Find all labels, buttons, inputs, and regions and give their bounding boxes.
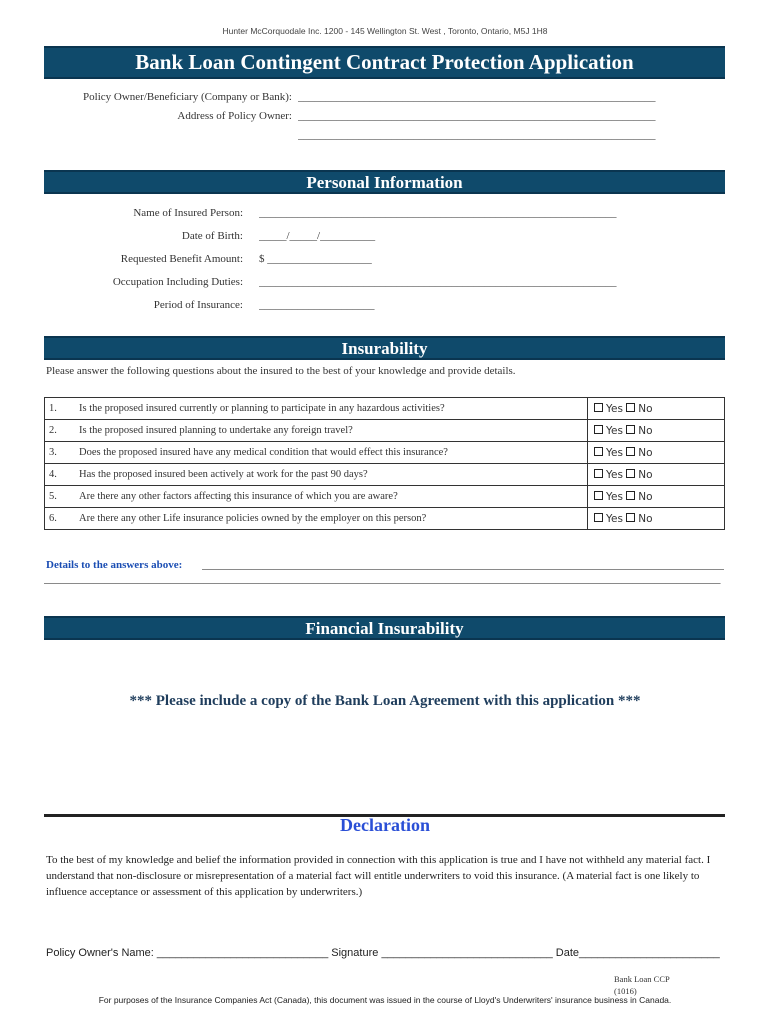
insurability-intro: Please answer the following questions about the insured to the best of your knowledge and provide details.	[46, 365, 516, 377]
signature-field[interactable]: ____________________________	[381, 947, 553, 959]
no-label: No	[638, 490, 653, 503]
question-number: 3.	[45, 442, 76, 464]
policy-owner-address-field[interactable]: _________________________________________________________________	[298, 110, 656, 122]
details-label: Details to the answers above:	[46, 559, 183, 571]
period-of-insurance-field[interactable]: _____________________	[259, 299, 375, 311]
legal-footer: For purposes of the Insurance Companies Act (Canada), this document was issued in the course of Lloyd's Underwriters' insurance business in Canada.	[98, 995, 672, 1005]
question-row	[45, 486, 725, 508]
yes-label: Yes	[606, 512, 623, 525]
yes-no-options	[588, 486, 725, 508]
benefit-amount-label: Requested Benefit Amount:	[120, 253, 243, 265]
question-row	[45, 420, 725, 442]
date-of-birth-field[interactable]: _____/_____/__________	[259, 230, 376, 242]
yes-label: Yes	[606, 402, 623, 415]
insured-name-label: Name of Insured Person:	[133, 207, 243, 219]
yes-no-options	[588, 442, 725, 464]
question-number: 6.	[45, 508, 76, 530]
signature-label: Signature	[331, 947, 379, 959]
question-row	[45, 508, 725, 530]
question-row	[45, 398, 725, 420]
date-of-birth-label: Date of Birth:	[181, 230, 243, 242]
personal-information-heading: Personal Information	[44, 170, 725, 194]
question-text: Is the proposed insured planning to undertake any foreign travel?	[75, 420, 588, 442]
policy-owner-label: Policy Owner/Beneficiary (Company or Bank):	[83, 91, 292, 103]
no-checkbox[interactable]	[626, 403, 635, 412]
no-label: No	[638, 424, 653, 437]
no-checkbox[interactable]	[626, 447, 635, 456]
yes-checkbox[interactable]	[594, 425, 603, 434]
question-number: 5.	[45, 486, 76, 508]
yes-label: Yes	[606, 424, 623, 437]
yes-no-options	[588, 508, 725, 530]
yes-checkbox[interactable]	[594, 513, 603, 522]
company-address: Hunter McCorquodale Inc. 1200 - 145 Wellington St. West , Toronto, Ontario, M5J 1H8	[222, 26, 548, 36]
form-code: (1016)	[614, 986, 637, 996]
yes-checkbox[interactable]	[594, 447, 603, 456]
benefit-amount-field[interactable]: $ ___________________	[259, 253, 372, 265]
insured-name-field[interactable]: _________________________________________________________________	[259, 207, 617, 219]
form-name: Bank Loan CCP	[614, 974, 670, 984]
yes-label: Yes	[606, 468, 623, 481]
insurability-questions-table	[44, 397, 725, 530]
question-text: Are there any other Life insurance policies owned by the employer on this person?	[75, 508, 588, 530]
no-label: No	[638, 402, 653, 415]
no-checkbox[interactable]	[626, 469, 635, 478]
form-title: Bank Loan Contingent Contract Protection Application	[44, 46, 725, 79]
policy-owner-address-field-2[interactable]: _________________________________________________________________	[298, 129, 656, 141]
yes-no-options	[588, 398, 725, 420]
details-field[interactable]: _______________________________________________________________________________________________	[202, 559, 724, 571]
question-number: 4.	[45, 464, 76, 486]
yes-checkbox[interactable]	[594, 469, 603, 478]
policy-owner-field[interactable]: _________________________________________________________________	[298, 91, 656, 103]
no-label: No	[638, 512, 653, 525]
bank-loan-agreement-notice: *** Please include a copy of the Bank Loan Agreement with this application ***	[129, 693, 641, 709]
declaration-text: To the best of my knowledge and belief the information provided in connection with this application is true and I have not withheld any material fact. I understand that non-disclosure or misrepresentation of a material fact will entitle underwriters to void this insurance. (A material fact is one likely to influence acceptance or assessment of this application by underwriters.)	[46, 854, 711, 898]
owner-name-label: Policy Owner's Name:	[46, 947, 154, 959]
question-number: 2.	[45, 420, 76, 442]
owner-name-field[interactable]: ____________________________	[156, 947, 329, 959]
details-field-2[interactable]: ___________________________________________________________________________________________________________________________	[44, 573, 721, 585]
no-label: No	[638, 468, 653, 481]
signature-row	[46, 947, 720, 959]
yes-no-options	[588, 420, 725, 442]
occupation-label: Occupation Including Duties:	[112, 276, 243, 288]
yes-label: Yes	[606, 490, 623, 503]
policy-owner-address-label: Address of Policy Owner:	[177, 110, 292, 122]
date-label: Date	[555, 947, 580, 959]
insurability-heading: Insurability	[44, 336, 725, 360]
question-text: Has the proposed insured been actively at work for the past 90 days?	[75, 464, 588, 486]
question-row	[45, 442, 725, 464]
yes-no-options	[588, 464, 725, 486]
occupation-field[interactable]: _________________________________________________________________	[259, 276, 617, 288]
no-checkbox[interactable]	[626, 491, 635, 500]
yes-checkbox[interactable]	[594, 491, 603, 500]
yes-label: Yes	[606, 446, 623, 459]
question-number: 1.	[45, 398, 76, 420]
financial-insurability-heading: Financial Insurability	[44, 616, 725, 640]
no-checkbox[interactable]	[626, 513, 635, 522]
declaration-heading: Declaration	[340, 815, 430, 835]
period-of-insurance-label: Period of Insurance:	[153, 299, 243, 311]
question-text: Is the proposed insured currently or planning to participate in any hazardous activities?	[75, 398, 588, 420]
no-label: No	[638, 446, 653, 459]
question-row	[45, 464, 725, 486]
question-text: Does the proposed insured have any medical condition that would effect this insurance?	[75, 442, 588, 464]
question-text: Are there any other factors affecting this insurance of which you are aware?	[75, 486, 588, 508]
date-field[interactable]: _______________________	[579, 947, 720, 959]
yes-checkbox[interactable]	[594, 403, 603, 412]
no-checkbox[interactable]	[626, 425, 635, 434]
